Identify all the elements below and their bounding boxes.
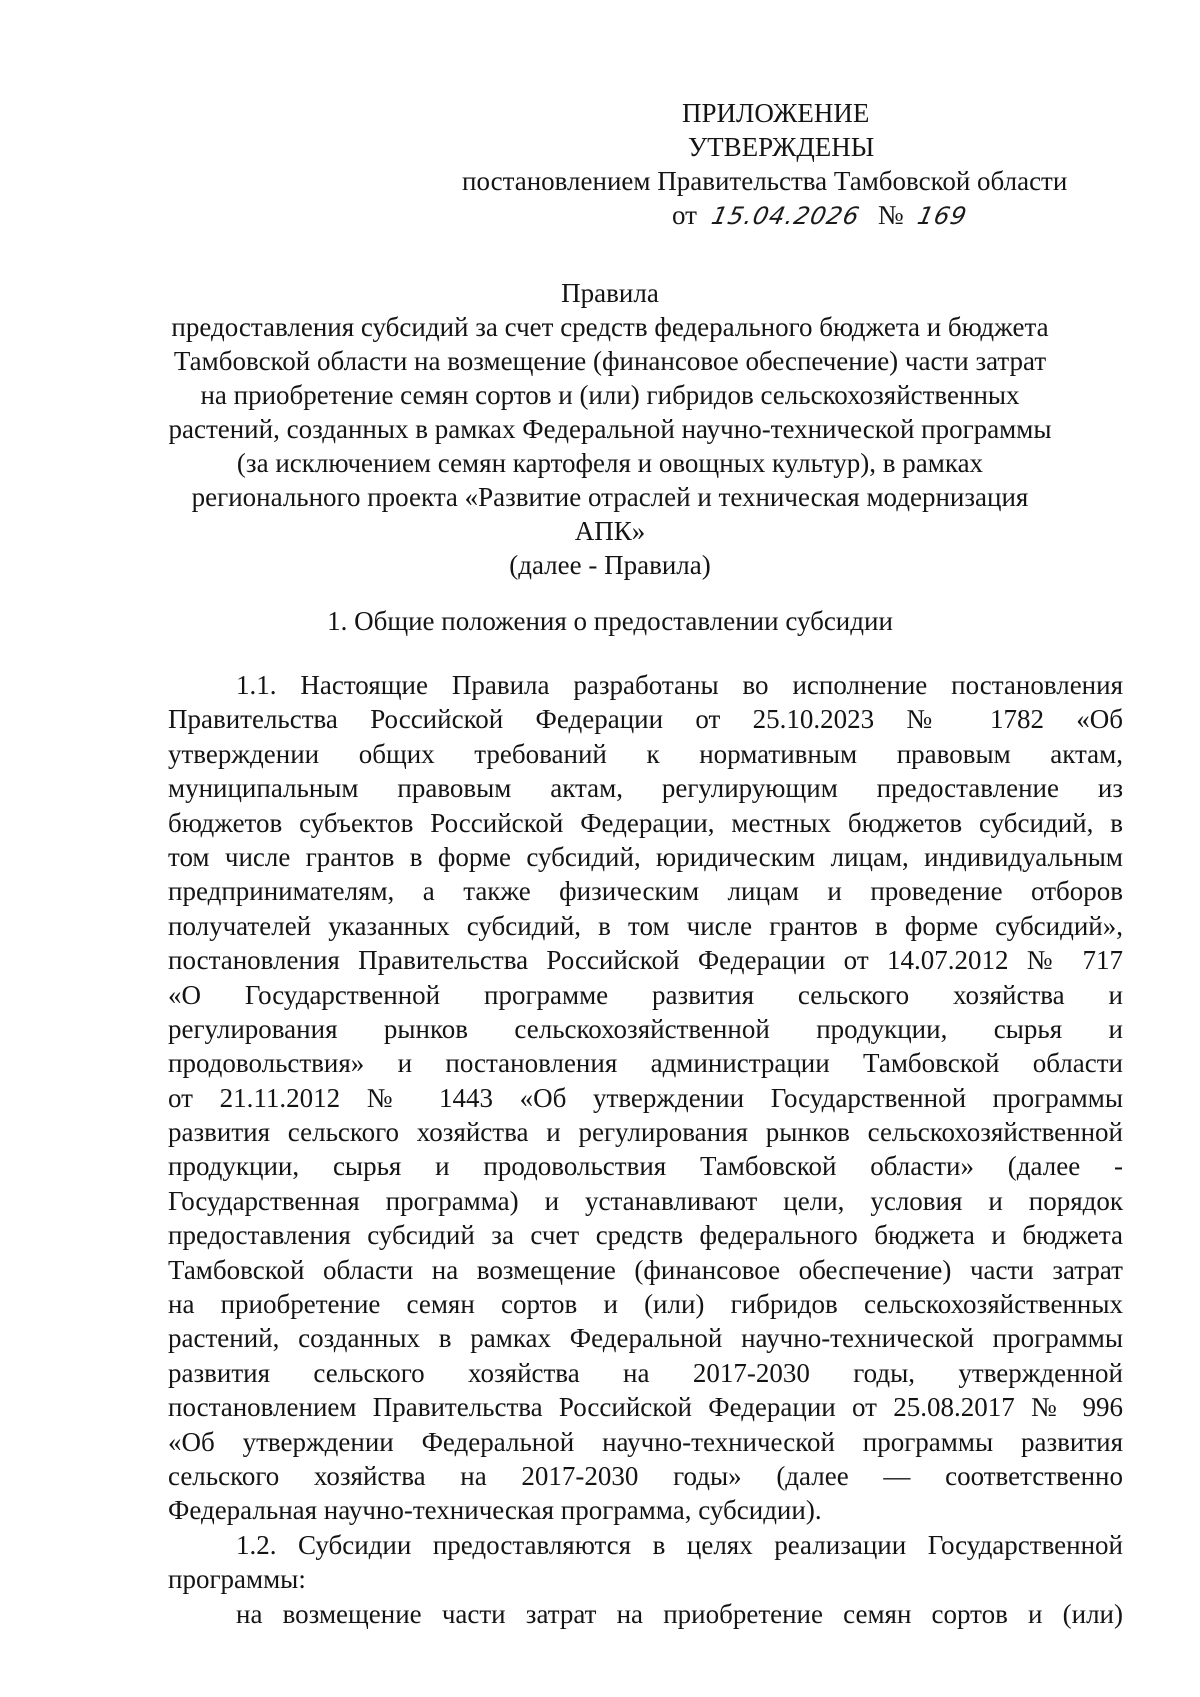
title-line: Тамбовской области на возмещение (финансовое обеспечение) части затрат — [173, 346, 1047, 376]
paragraph-line: Правительства Российской Федерации от 25.10.2023 № 1782 «Об — [168, 704, 1123, 735]
handwritten-date: 15.04.2026 — [708, 202, 863, 230]
title-line: (за исключением семян картофеля и овощных культур), в рамках — [236, 448, 984, 478]
section-body — [168, 668, 1123, 1631]
date-number-line — [672, 198, 1122, 233]
paragraph-line: 1.2. Субсидии предоставляются в целях реализации Государственной — [236, 1529, 1123, 1560]
paragraph-line: постановлением Правительства Российской Федерации от 25.08.2017 № 996 — [168, 1392, 1123, 1423]
paragraph-line: Государственная программа) и устанавливают цели, условия и порядок — [168, 1185, 1123, 1216]
paragraph-line: от 21.11.2012 № 1443 «Об утверждении Государственной программы — [168, 1082, 1123, 1113]
title-line: предоставления субсидий за счет средств федерального бюджета и бюджета — [171, 312, 1049, 342]
title-line: Правила — [561, 278, 659, 308]
paragraph-line: «Об утверждении Федеральной научно-технической программы развития — [168, 1426, 1123, 1457]
paragraph-line: предоставления субсидий за счет средств федерального бюджета и бюджета — [168, 1220, 1123, 1251]
paragraph-line: развития сельского хозяйства и регулирования рынков сельскохозяйственной — [168, 1117, 1123, 1148]
paragraph-line: постановления Правительства Российской Федерации от 14.07.2012 № 717 — [168, 945, 1123, 976]
paragraph-line: растений, созданных в рамках Федеральной научно-технической программы — [168, 1323, 1123, 1354]
paragraph-line: предпринимателям, а также физическим лицам и проведение отборов — [168, 876, 1123, 907]
paragraph-line: сельского хозяйства на 2017-2030 годы» (далее — соответственно — [168, 1460, 1123, 1491]
title-line: регионального проекта «Развитие отраслей и техническая модернизация — [191, 482, 1029, 512]
paragraph-line: на приобретение семян сортов и (или) гибридов сельскохозяйственных — [168, 1289, 1123, 1320]
handwritten-number: 169 — [915, 202, 971, 230]
paragraph-line: продукции, сырья и продовольствия Тамбовской области» (далее - — [168, 1151, 1123, 1182]
approval-stamp — [462, 96, 1122, 233]
paragraph-line: утверждении общих требований к нормативным правовым актам, — [168, 738, 1123, 769]
document-title — [150, 276, 1070, 582]
paragraph-line: 1.1. Настоящие Правила разработаны во исполнение постановления — [236, 670, 1123, 700]
paragraph-line: том числе грантов в форме субсидий, юридическим лицам, индивидуальным — [168, 841, 1123, 872]
paragraph-line: на возмещение части затрат на приобретение семян сортов и (или) — [236, 1598, 1123, 1629]
number-sign: № — [877, 200, 904, 230]
section-heading: 1. Общие положения о предоставлении субсидии — [327, 606, 893, 636]
paragraph-line: регулирования рынков сельскохозяйственной продукции, сырья и — [168, 1013, 1123, 1044]
paragraph-line: продовольствия» и постановления администрации Тамбовской области — [168, 1048, 1123, 1079]
title-line: на приобретение семян сортов и (или) гибридов сельскохозяйственных — [200, 380, 1020, 410]
paragraph-line: Тамбовской области на возмещение (финансовое обеспечение) части затрат — [168, 1254, 1123, 1285]
paragraph-line: бюджетов субъектов Российской Федерации, местных бюджетов субсидий, в — [168, 807, 1123, 838]
appendix-label: ПРИЛОЖЕНИЕ — [682, 98, 870, 128]
paragraph-line: программы: — [168, 1564, 306, 1595]
paragraph-line: Федеральная научно-техническая программа, субсидии). — [168, 1495, 822, 1526]
title-line: (далее - Правила) — [509, 550, 711, 580]
paragraph-line: муниципальным правовым актам, регулирующим предоставление из — [168, 773, 1123, 804]
resolution-line: постановлением Правительства Тамбовской области — [462, 166, 1068, 196]
approved-label: УТВЕРЖДЕНЫ — [688, 132, 875, 162]
title-line: растений, созданных в рамках Федеральной научно-технической программы — [168, 414, 1052, 444]
date-prefix: от — [672, 200, 697, 230]
title-line: АПК» — [574, 516, 646, 546]
paragraph-line: «О Государственной программе развития сельского хозяйства и — [168, 979, 1123, 1010]
paragraph-line: развития сельского хозяйства на 2017-2030 годы, утвержденной — [168, 1357, 1123, 1388]
paragraph-line: получателей указанных субсидий, в том числе грантов в форме субсидий», — [168, 910, 1123, 941]
